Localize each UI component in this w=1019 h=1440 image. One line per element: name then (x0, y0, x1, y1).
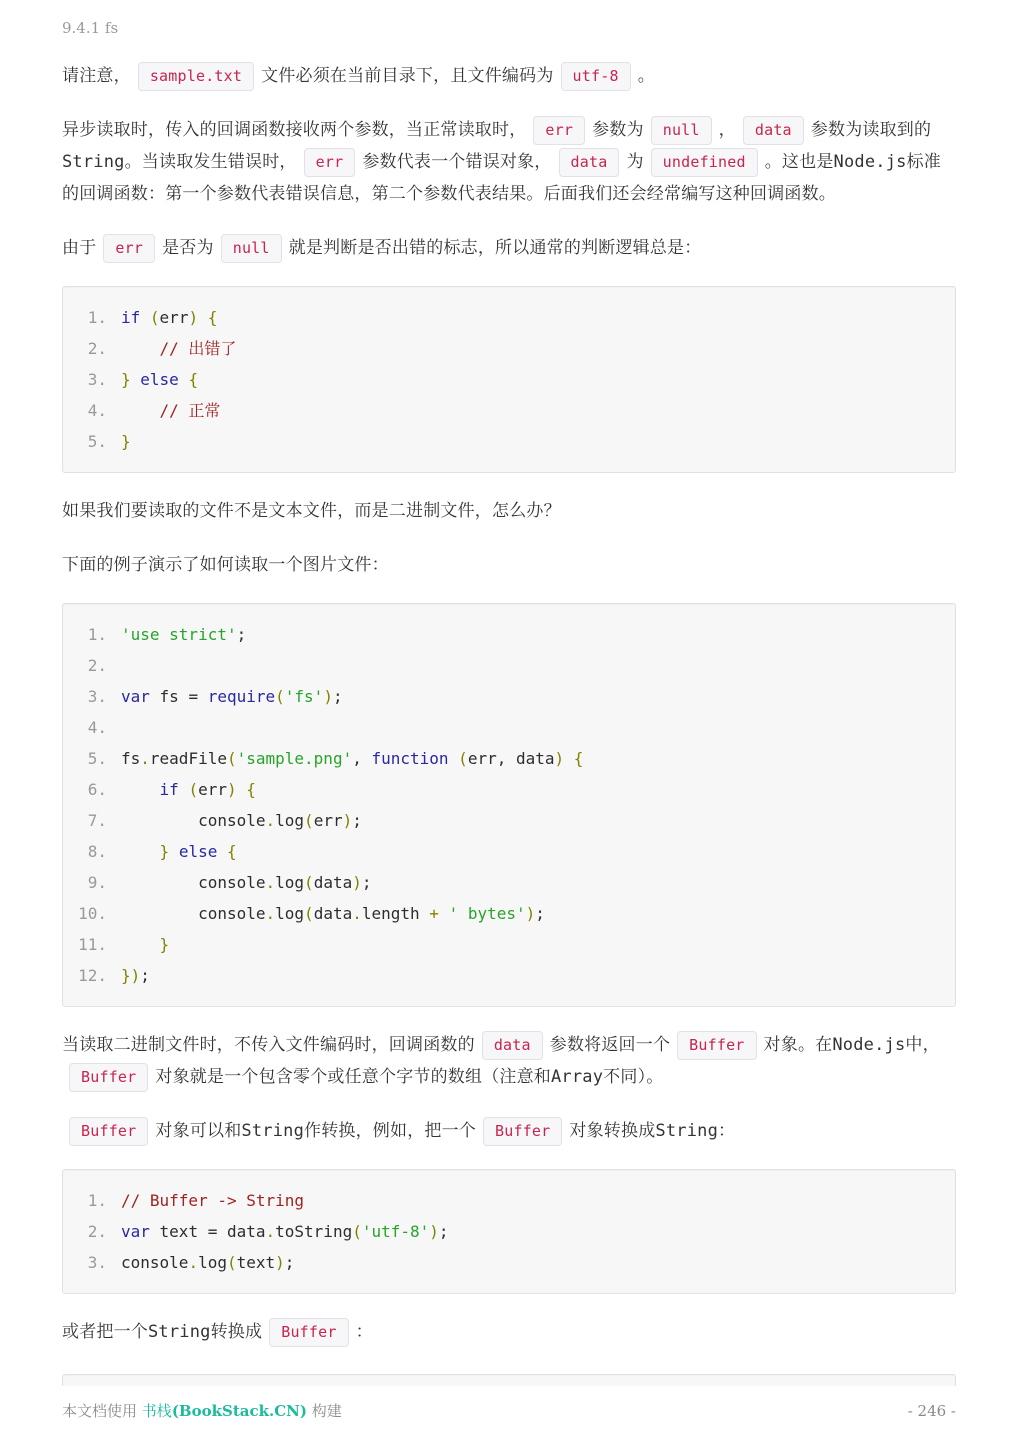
line-number: 3. (87, 687, 107, 706)
inline-code-badge: null (221, 234, 282, 263)
paragraph (62, 495, 956, 527)
line-number: 1. (87, 625, 107, 644)
inline-code-badge: undefined (651, 148, 758, 177)
code-text: if (err) { (159, 780, 256, 799)
paragraph-text: 是否为 (162, 238, 214, 258)
line-number: 5. (87, 749, 107, 768)
line-number: 7. (87, 811, 107, 830)
code-line (77, 805, 941, 836)
paragraph-text: 当读取二进制文件时，不传入文件编码时，回调函数的 (62, 1035, 475, 1055)
code-line (77, 395, 941, 426)
line-number: 2. (87, 656, 107, 675)
brand-en: (BookStack.CN) (171, 1402, 307, 1420)
inline-code-badge: Buffer (69, 1063, 148, 1092)
code-text: console.log(err); (121, 811, 362, 830)
code-text: 'use strict'; (121, 625, 247, 644)
code-text: var text = data.toString('utf-8'); (121, 1222, 449, 1241)
paragraph (62, 549, 956, 581)
code-line (77, 929, 941, 960)
line-number: 6. (87, 780, 107, 799)
code-line (77, 960, 941, 991)
paragraph-text: ， (718, 120, 736, 140)
line-number: 2. (87, 1222, 107, 1241)
inline-code-badge: Buffer (269, 1318, 348, 1347)
code-line (77, 302, 941, 333)
paragraph (62, 1115, 956, 1147)
bookstack-link[interactable] (142, 1402, 307, 1420)
code-text: var fs = require('fs'); (121, 687, 343, 706)
code-line (77, 1216, 941, 1247)
line-number: 4. (87, 401, 107, 420)
paragraph (62, 1029, 956, 1093)
code-line (77, 867, 941, 898)
code-text: console.log(data.length + ' bytes'); (121, 904, 545, 923)
code-line (77, 650, 941, 681)
line-number: 10. (78, 904, 107, 923)
paragraph-text: 对象就是一个包含零个或任意个字节的数组（注意和Array不同）。 (155, 1067, 664, 1087)
code-line (77, 681, 941, 712)
code-block (62, 286, 956, 473)
paragraph-text: 就是判断是否出错的标志，所以通常的判断逻辑总是： (288, 238, 702, 258)
code-line (77, 743, 941, 774)
code-line (77, 426, 941, 457)
code-text: } (121, 432, 131, 451)
line-number: 1. (87, 1191, 107, 1210)
paragraph-text: 下面的例子演示了如何读取一个图片文件： (62, 555, 389, 575)
inline-code-badge: Buffer (483, 1117, 562, 1146)
code-block (62, 603, 956, 1007)
paragraph-text: 参数代表一个错误对象， (362, 152, 552, 172)
code-line (77, 333, 941, 364)
footer-prefix: 本文档使用 (62, 1402, 138, 1420)
paragraph (62, 232, 956, 264)
inline-code-badge: data (482, 1031, 543, 1060)
paragraph-text: 异步读取时，传入的回调函数接收两个参数，当正常读取时， (62, 120, 527, 140)
inline-code-badge: err (103, 234, 155, 263)
paragraph-text: 对象可以和String作转换，例如，把一个 (155, 1121, 476, 1141)
code-text: }); (121, 966, 150, 985)
page-content (62, 60, 956, 1348)
line-number: 2. (87, 339, 107, 358)
paragraph-text: 对象转换成String： (569, 1121, 736, 1141)
paragraph-text: 或者把一个String转换成 (62, 1322, 263, 1342)
paragraph-text: 如果我们要读取的文件不是文本文件，而是二进制文件，怎么办？ (62, 501, 561, 521)
inline-code-badge: Buffer (677, 1031, 756, 1060)
line-number: 8. (87, 842, 107, 861)
code-line (77, 774, 941, 805)
footer-suffix: 构建 (311, 1402, 342, 1420)
page-number: - 246 - (907, 1402, 956, 1420)
paragraph-text: 对象。在Node.js中， (763, 1035, 940, 1055)
code-line (77, 619, 941, 650)
inline-code-badge: data (559, 148, 620, 177)
paragraph-text: 参数将返回一个 (549, 1035, 671, 1055)
paragraph (62, 114, 956, 210)
line-number: 9. (87, 873, 107, 892)
line-number: 3. (87, 1253, 107, 1272)
code-text: // 出错了 (121, 339, 237, 358)
inline-code-badge: sample.txt (138, 62, 254, 91)
code-text: // Buffer -> String (121, 1191, 305, 1210)
paragraph-text: 文件必须在当前目录下，且文件编码为 (261, 66, 554, 86)
code-text: } else { (121, 370, 199, 389)
code-line (77, 1185, 941, 1216)
code-line (77, 898, 941, 929)
paragraph-text: 请注意， (62, 66, 131, 86)
running-header: 9.4.1 fs (62, 19, 119, 37)
line-number: 3. (87, 370, 107, 389)
code-text: console.log(text); (121, 1253, 295, 1272)
inline-code-badge: err (304, 148, 356, 177)
code-text: } (159, 935, 170, 954)
code-line (77, 712, 941, 743)
paragraph-text: 参数为读取到的String。当读取发生错误时， (62, 120, 932, 172)
paragraph (62, 60, 956, 92)
code-block (62, 1169, 956, 1294)
line-number: 5. (87, 432, 107, 451)
clipped-code-block (62, 1374, 956, 1386)
line-number: 12. (78, 966, 107, 985)
brand-cn: 书栈 (141, 1402, 172, 1420)
inline-code-badge: utf-8 (561, 62, 631, 91)
paragraph-text: 由于 (62, 238, 97, 258)
code-text: } else { (159, 842, 237, 861)
line-number: 11. (78, 935, 107, 954)
inline-code-badge: null (651, 116, 712, 145)
code-line (77, 364, 941, 395)
inline-code-badge: data (743, 116, 804, 145)
paragraph-text: 。这也是Node.js标准的回调函数：第一个参数代表错误信息，第二个参数代表结果。后面我们还会经常编写这种回调函数。 (62, 152, 941, 204)
paragraph-text: 为 (626, 152, 644, 172)
paragraph-text: 。 (637, 66, 655, 86)
code-text: fs.readFile('sample.png', function (err, data) { (121, 749, 584, 768)
footer-build-note (62, 1400, 342, 1421)
code-text: console.log(data); (121, 873, 372, 892)
code-line (77, 836, 941, 867)
page-footer (62, 1400, 956, 1421)
code-text: if (err) { (121, 308, 218, 327)
code-text: // 正常 (121, 401, 221, 420)
paragraph (62, 1316, 956, 1348)
code-line (77, 1247, 941, 1278)
inline-code-badge: err (533, 116, 585, 145)
paragraph-text: 参数为 (592, 120, 644, 140)
paragraph-text: ： (355, 1322, 373, 1342)
line-number: 1. (87, 308, 107, 327)
inline-code-badge: Buffer (69, 1117, 148, 1146)
line-number: 4. (87, 718, 107, 737)
